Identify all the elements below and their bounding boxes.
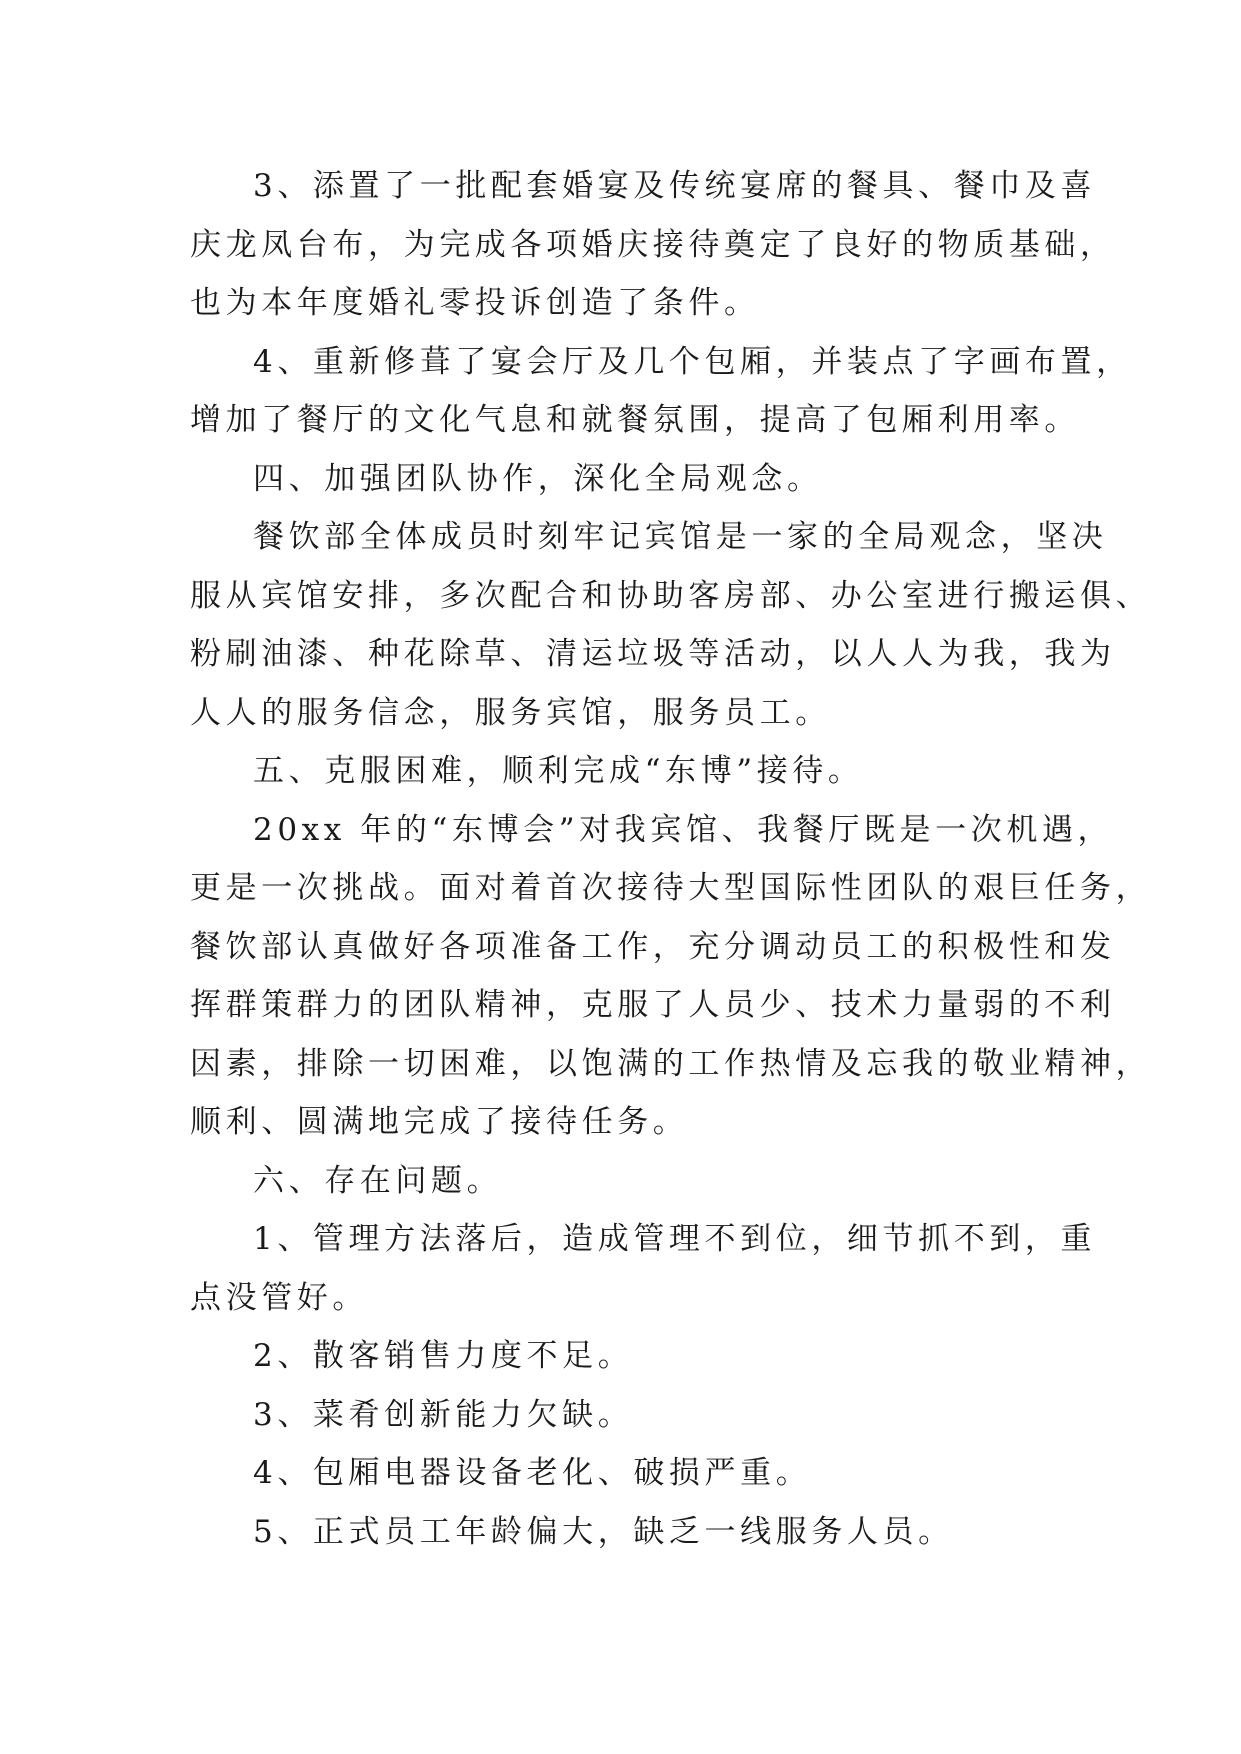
text-line: 20xx 年的“东博会”对我宾馆、我餐厅既是一次机遇， <box>253 811 1114 848</box>
text-line: 挥群策群力的团队精神，克服了人员少、技术力量弱的不利 <box>190 987 1116 1023</box>
text-line: 顺利、圆满地完成了接待任务。 <box>190 1104 689 1140</box>
list-item: 2、散客销售力度不足。 <box>253 1338 634 1374</box>
section-heading: 四、加强团队协作，深化全局观念。 <box>253 460 823 497</box>
text-line: 因素，排除一切困难，以饱满的工作热情及忘我的敬业精神， <box>190 1045 1152 1082</box>
text-line: 增加了餐厅的文化气息和就餐氛围，提高了包厢利用率。 <box>190 402 1080 438</box>
text-line: 3、添置了一批配套婚宴及传统宴席的餐具、餐巾及喜 <box>253 168 1097 204</box>
list-item-continuation: 点没管好。 <box>190 1279 368 1316</box>
text-line: 更是一次挑战。面对着首次接待大型国际性团队的艰巨任务， <box>190 870 1152 906</box>
list-item: 4、包厢电器设备老化、破损严重。 <box>253 1455 812 1491</box>
list-item: 5、正式员工年龄偏大，缺乏一线服务人员。 <box>253 1513 954 1550</box>
text-line: 服从宾馆安排，多次配合和协助客房部、办公室进行搬运俱、 <box>190 577 1152 614</box>
text-line: 庆龙凤台布，为完成各项婚庆接待奠定了良好的物质基础， <box>190 226 1116 263</box>
text-line: 4、重新修葺了宴会厅及几个包厢，并装点了字画布置， <box>253 343 1132 380</box>
text-line: 粉刷油漆、种花除草、清运垃圾等活动，以人人为我，我为 <box>190 636 1116 672</box>
text-line: 人人的服务信念，服务宾馆，服务员工。 <box>190 694 831 731</box>
text-line: 也为本年度婚礼零投诉创造了条件。 <box>190 285 760 321</box>
section-heading: 六、存在问题。 <box>253 1162 503 1199</box>
section-heading: 五、克服困难，顺利完成“东博”接待。 <box>253 753 864 789</box>
text-line: 餐饮部全体成员时刻牢记宾馆是一家的全局观念，坚决 <box>253 519 1108 555</box>
list-item: 1、管理方法落后，造成管理不到位，细节抓不到，重 <box>253 1221 1097 1257</box>
list-item: 3、菜肴创新能力欠缺。 <box>253 1396 634 1433</box>
document-body <box>190 157 1152 1561</box>
text-line: 餐饮部认真做好各项准备工作，充分调动员工的积极性和发 <box>190 928 1116 965</box>
